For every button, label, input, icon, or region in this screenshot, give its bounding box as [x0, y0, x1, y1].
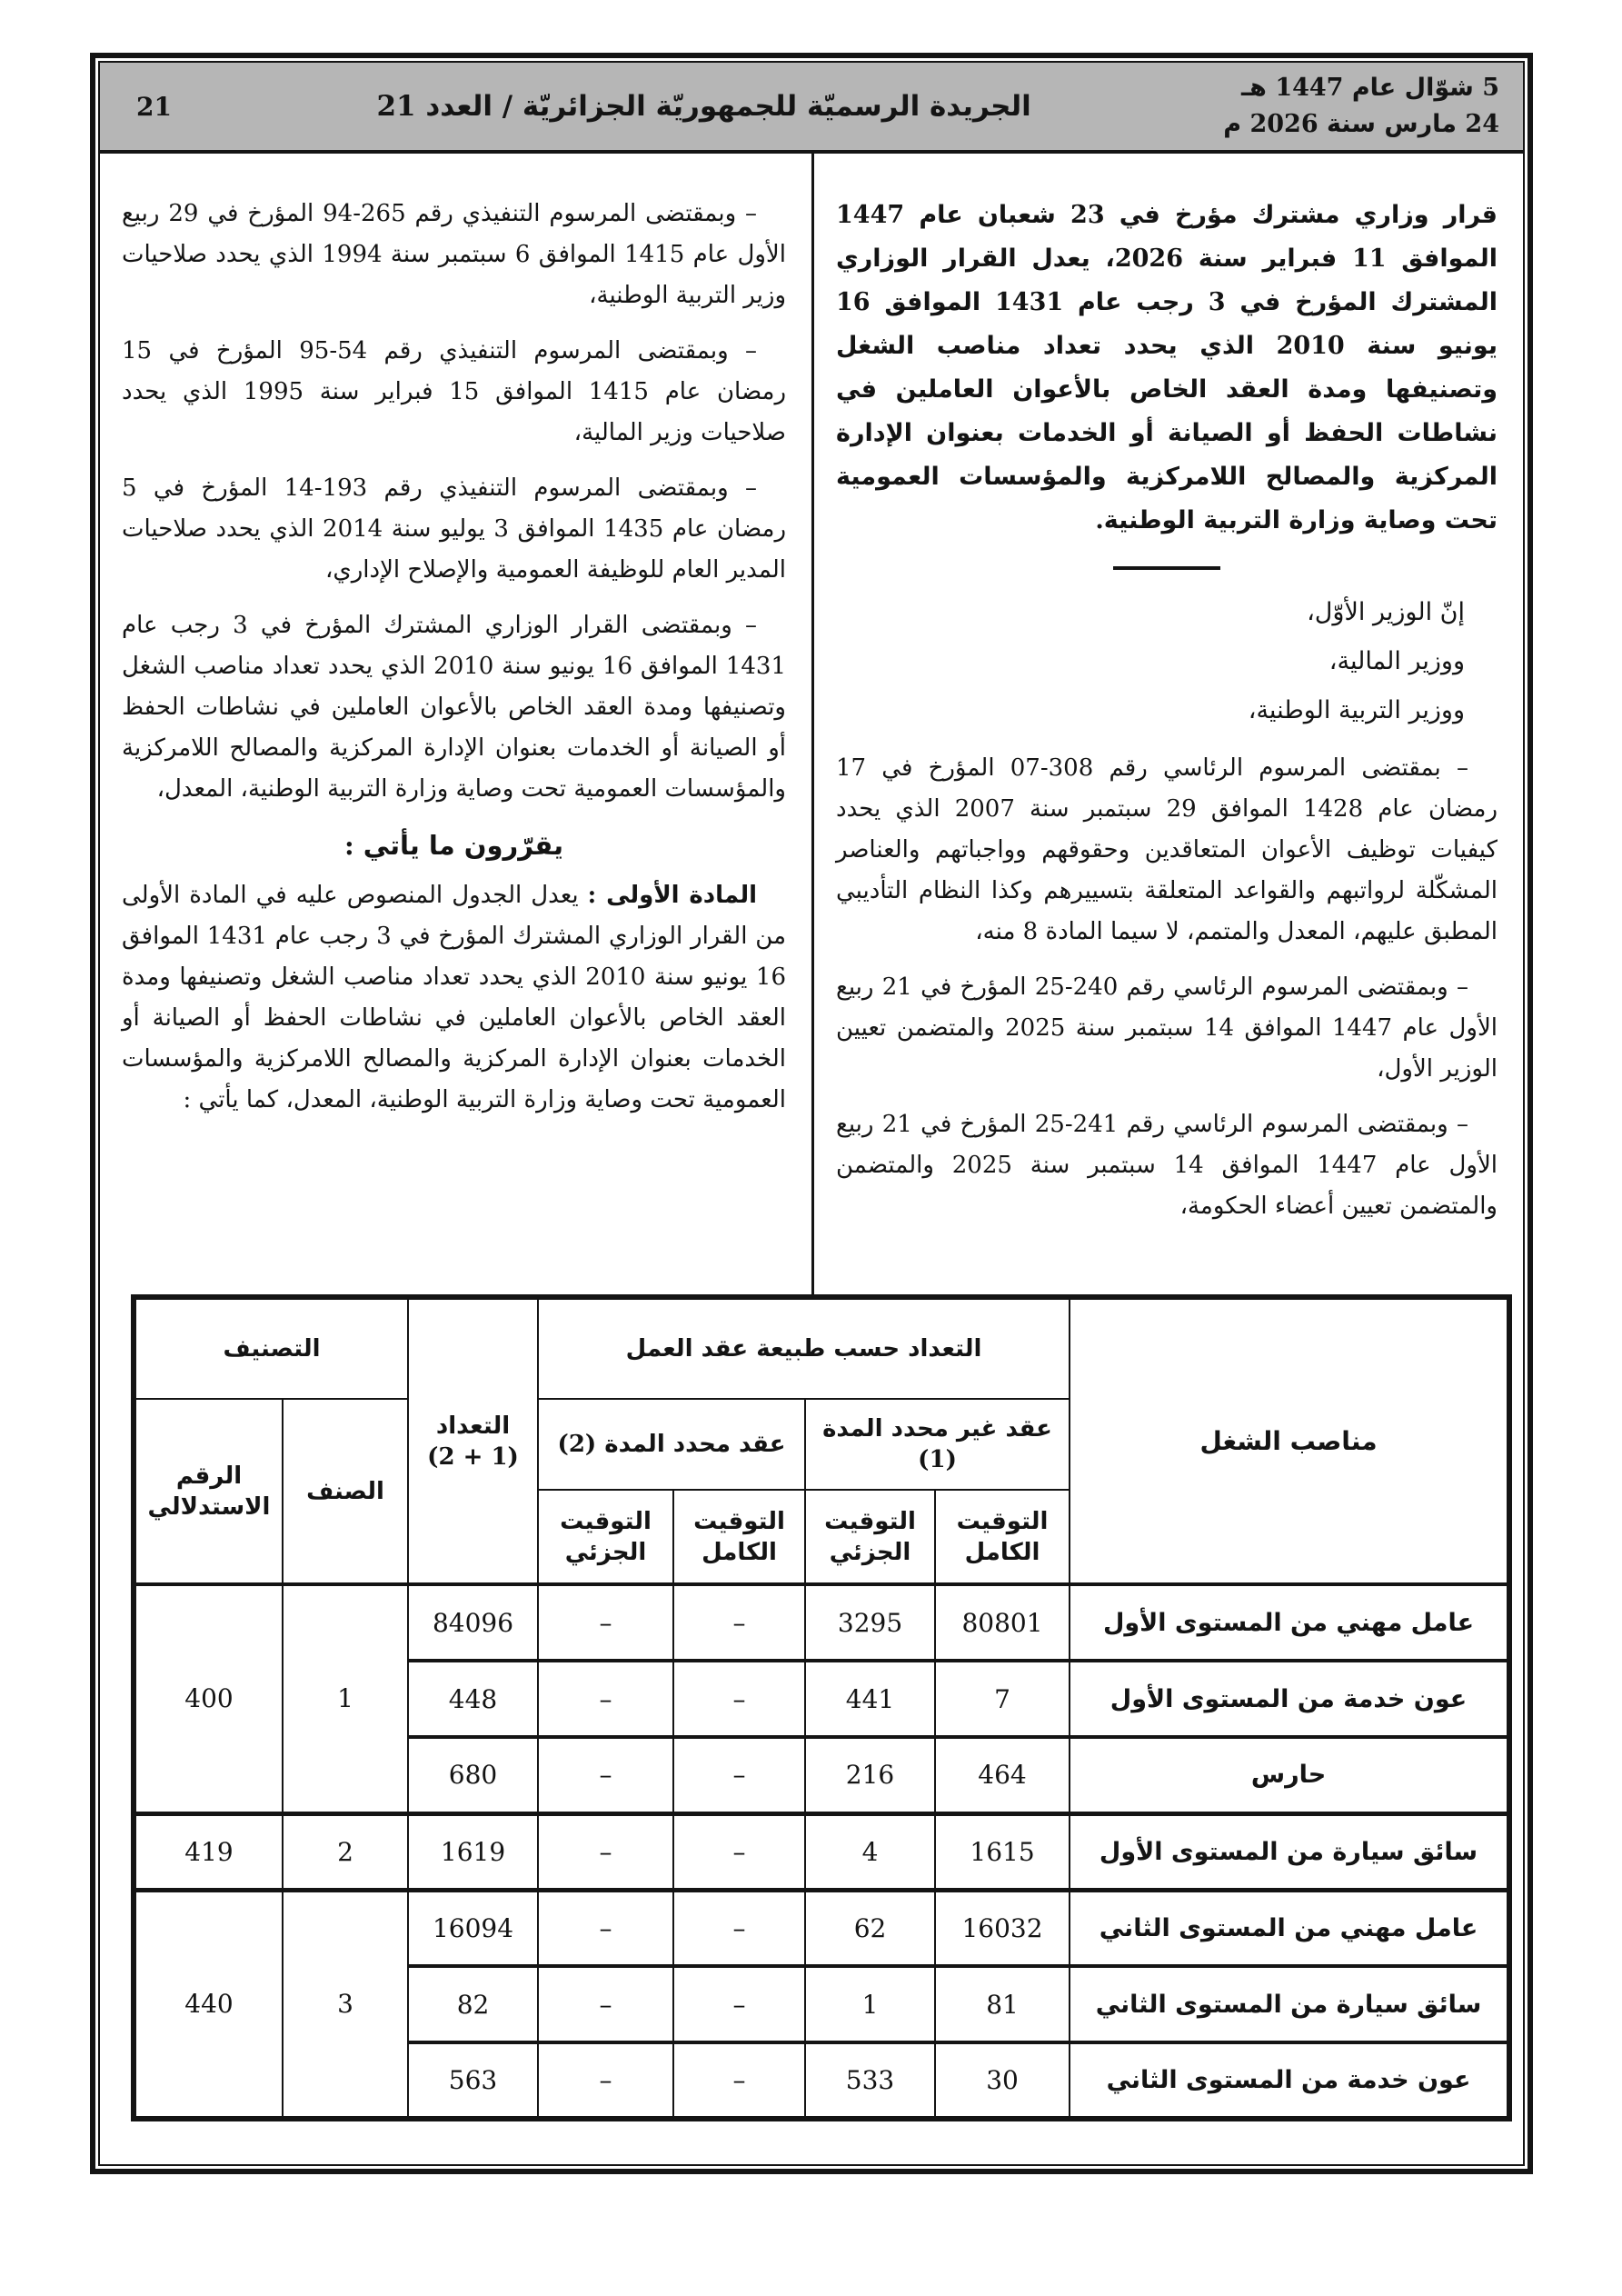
count-limited-part: –: [538, 1890, 673, 1966]
count-unlimited-part: 3295: [805, 1584, 935, 1661]
page-frame-outer: [90, 53, 1533, 2174]
count-limited-full: –: [673, 1584, 805, 1661]
count-limited-full: –: [673, 1813, 805, 1890]
visa-paragraph: – وبمقتضى المرسوم الرئاسي رقم 240-25 المؤرخ في 21 ربيع الأول عام 1447 الموافق 14 سبتمبر سنة 2025 والمتضمن تعيين الوزير الأول،: [836, 973, 1498, 1083]
col-header-unlimited-contract: عقد غير محدد المدة (1): [805, 1399, 1070, 1490]
count-unlimited-full: 16032: [935, 1890, 1070, 1966]
count-limited-part: –: [538, 1737, 673, 1813]
count-limited-full: –: [673, 1661, 805, 1737]
count-unlimited-part: 216: [805, 1737, 935, 1813]
text-columns: [100, 154, 1523, 1294]
count-unlimited-full: 80801: [935, 1584, 1070, 1661]
count-unlimited-full: 1615: [935, 1813, 1070, 1890]
table-row: [134, 1890, 1509, 1966]
job-title: سائق سيارة من المستوى الثاني: [1070, 1966, 1509, 2042]
page-number: 21: [136, 91, 172, 122]
page-frame-inner: [98, 61, 1525, 2166]
col-header-count-by-contract: التعداد حسب طبيعة عقد العمل: [538, 1297, 1070, 1399]
page-title: الجريدة الرسميّة للجمهوريّة الجزائريّة / العدد 21: [376, 90, 1031, 123]
intro-line: ووزير التربية الوطنية،: [1248, 696, 1465, 724]
col-header-index-number: الرقم الاستدلالي: [134, 1399, 283, 1584]
staffing-table-wrap: [131, 1294, 1505, 2121]
count-unlimited-full: 81: [935, 1966, 1070, 2042]
visa-paragraph: – بمقتضى المرسوم الرئاسي رقم 308-07 المؤرخ في 17 رمضان عام 1428 الموافق 29 سبتمبر سنة 2007 الذي يحدد كيفيات توظيف الأعوان المتعاقدين وحقوقهم وواجباتهم والعناصر المشكّلة لرواتبهم والقواعد المتعلقة بتسييرهم وكذا النظام التأديبي المطبق عليهم، المعدل والمتمم، لا سيما المادة 8 منه،: [836, 754, 1498, 945]
count-unlimited-part: 1: [805, 1966, 935, 2042]
count-total: 1619: [408, 1813, 538, 1890]
count-limited-part: –: [538, 2042, 673, 2119]
column-right: [811, 154, 1523, 1294]
header-dates: [1223, 70, 1499, 144]
count-limited-part: –: [538, 1813, 673, 1890]
visa-paragraph: – وبمقتضى المرسوم التنفيذي رقم 265-94 المؤرخ في 29 ربيع الأول عام 1415 الموافق 6 سبتمبر سنة 1994 الذي يحدد صلاحيات وزير التربية الوطنية،: [122, 200, 786, 309]
visa-paragraph: – وبمقتضى المرسوم التنفيذي رقم 54-95 المؤرخ في 15 رمضان عام 1415 الموافق 15 فبراير سنة 1995 الذي يحدد صلاحيات وزير المالية،: [122, 337, 787, 446]
count-limited-full: –: [673, 1890, 805, 1966]
visa-paragraph: – وبمقتضى المرسوم الرئاسي رقم 241-25 المؤرخ في 21 ربيع الأول عام 1447 الموافق 14 سبتمبر سنة 2025 والمتضمن والمتضمن تعيين أعضاء الحكومة،: [836, 1111, 1498, 1220]
col-header-total: [408, 1297, 538, 1584]
count-limited-full: –: [673, 1737, 805, 1813]
count-total: 563: [408, 2042, 538, 2119]
table-row: [134, 1584, 1509, 1661]
count-unlimited-part: 533: [805, 2042, 935, 2119]
count-limited-full: –: [673, 1966, 805, 2042]
count-unlimited-part: 441: [805, 1661, 935, 1737]
count-total: 82: [408, 1966, 538, 2042]
group-grade: 3: [283, 1890, 408, 2119]
col-header-limited-contract: عقد محدد المدة (2): [538, 1399, 805, 1490]
job-title: عامل مهني من المستوى الأول: [1070, 1584, 1509, 1661]
decision-line: يقرّرون ما يأتي :: [343, 830, 564, 861]
intro-line: إنّ الوزير الأوّل،: [1307, 598, 1465, 626]
intro-line: ووزير المالية،: [1328, 647, 1465, 675]
job-title: سائق سيارة من المستوى الأول: [1070, 1813, 1509, 1890]
visa-paragraph: – وبمقتضى المرسوم التنفيذي رقم 193-14 المؤرخ في 5 رمضان عام 1435 الموافق 3 يوليو سنة 2014 الذي يحدد صلاحيات المدير العام للوظيفة العمومية والإصلاح الإداري،: [122, 474, 787, 584]
job-title: عون خدمة من المستوى الأول: [1070, 1661, 1509, 1737]
staffing-table: [131, 1294, 1512, 2121]
count-unlimited-full: 30: [935, 2042, 1070, 2119]
count-limited-part: –: [538, 1584, 673, 1661]
col-header-full-time: التوقيت الكامل: [673, 1490, 805, 1584]
article-one-paragraph: [122, 875, 786, 1121]
count-limited-part: –: [538, 1966, 673, 2042]
count-total: 84096: [408, 1584, 538, 1661]
group-index-number: 419: [134, 1813, 283, 1890]
col-header-jobs: مناصب الشغل: [1070, 1297, 1509, 1584]
col-header-part-time: التوقيت الجزئي: [805, 1490, 935, 1584]
article-one-label: المادة الأولى :: [587, 882, 757, 909]
table-row: [134, 1813, 1509, 1890]
header-date-hijri: 5 شوّال عام 1447 هـ: [1240, 73, 1499, 102]
col-header-classification: التصنيف: [134, 1297, 408, 1399]
group-grade: 1: [283, 1584, 408, 1813]
page-header-band: [100, 63, 1523, 154]
col-header-grade: الصنف: [283, 1399, 408, 1584]
job-title: حارس: [1070, 1737, 1509, 1813]
count-unlimited-full: 7: [935, 1661, 1070, 1737]
count-unlimited-part: 4: [805, 1813, 935, 1890]
job-title: عون خدمة من المستوى الثاني: [1070, 2042, 1509, 2119]
count-limited-full: –: [673, 2042, 805, 2119]
count-unlimited-part: 62: [805, 1890, 935, 1966]
col-header-total-line1: التعداد: [435, 1412, 511, 1440]
decree-heading: قرار وزاري مشترك مؤرخ في 23 شعبان عام 1447 الموافق 11 فبراير سنة 2026، يعدل القرار الوزاري المشترك المؤرخ في 3 رجب عام 1431 الموافق 16 يونيو سنة 2010 الذي يحدد تعداد مناصب الشغل وتصنيفها ومدة العقد الخاص بالأعوان العاملين في نشاطات الحفظ أو الصيانة أو الخدمات بعنوان الإدارة المركزية والمصالح اللامركزية والمؤسسات العمومية تحت وصاية وزارة التربية الوطنية.: [836, 201, 1498, 534]
group-index-number: 440: [134, 1890, 283, 2119]
group-index-number: 400: [134, 1584, 283, 1813]
count-total: 680: [408, 1737, 538, 1813]
section-divider: [1113, 566, 1220, 570]
header-date-gregorian: 24 مارس سنة 2026 م: [1223, 110, 1499, 138]
col-header-part-time: التوقيت الجزئي: [538, 1490, 673, 1584]
col-header-total-line2: (1 + 2): [427, 1442, 519, 1471]
group-grade: 2: [283, 1813, 408, 1890]
count-limited-part: –: [538, 1661, 673, 1737]
column-left: [100, 154, 811, 1294]
job-title: عامل مهني من المستوى الثاني: [1070, 1890, 1509, 1966]
col-header-full-time: التوقيت الكامل: [935, 1490, 1070, 1584]
count-total: 16094: [408, 1890, 538, 1966]
count-unlimited-full: 464: [935, 1737, 1070, 1813]
count-total: 448: [408, 1661, 538, 1737]
visa-paragraph: – وبمقتضى القرار الوزاري المشترك المؤرخ في 3 رجب عام 1431 الموافق 16 يونيو سنة 2010 الذي يحدد تعداد مناصب الشغل وتصنيفها ومدة العقد الخاص بالأعوان العاملين في نشاطات الحفظ أو الصيانة أو الخدمات بعنوان الإدارة المركزية والمصالح اللامركزية والمؤسسات العمومية تحت وصاية وزارة التربية الوطنية، المعدل،: [122, 612, 786, 803]
article-one-text: يعدل الجدول المنصوص عليه في المادة الأولى من القرار الوزاري المشترك المؤرخ في 3 رجب عام 1431 الموافق 16 يونيو سنة 2010 الذي يحدد تعداد مناصب الشغل وتصنيفها ومدة العقد الخاص بالأعوان العاملين في نشاطات الحفظ أو الصيانة أو الخدمات بعنوان الإدارة المركزية والمصالح اللامركزية والمؤسسات العمومية تحت وصاية وزارة التربية الوطنية، المعدل، كما يأتي :: [122, 882, 787, 1113]
